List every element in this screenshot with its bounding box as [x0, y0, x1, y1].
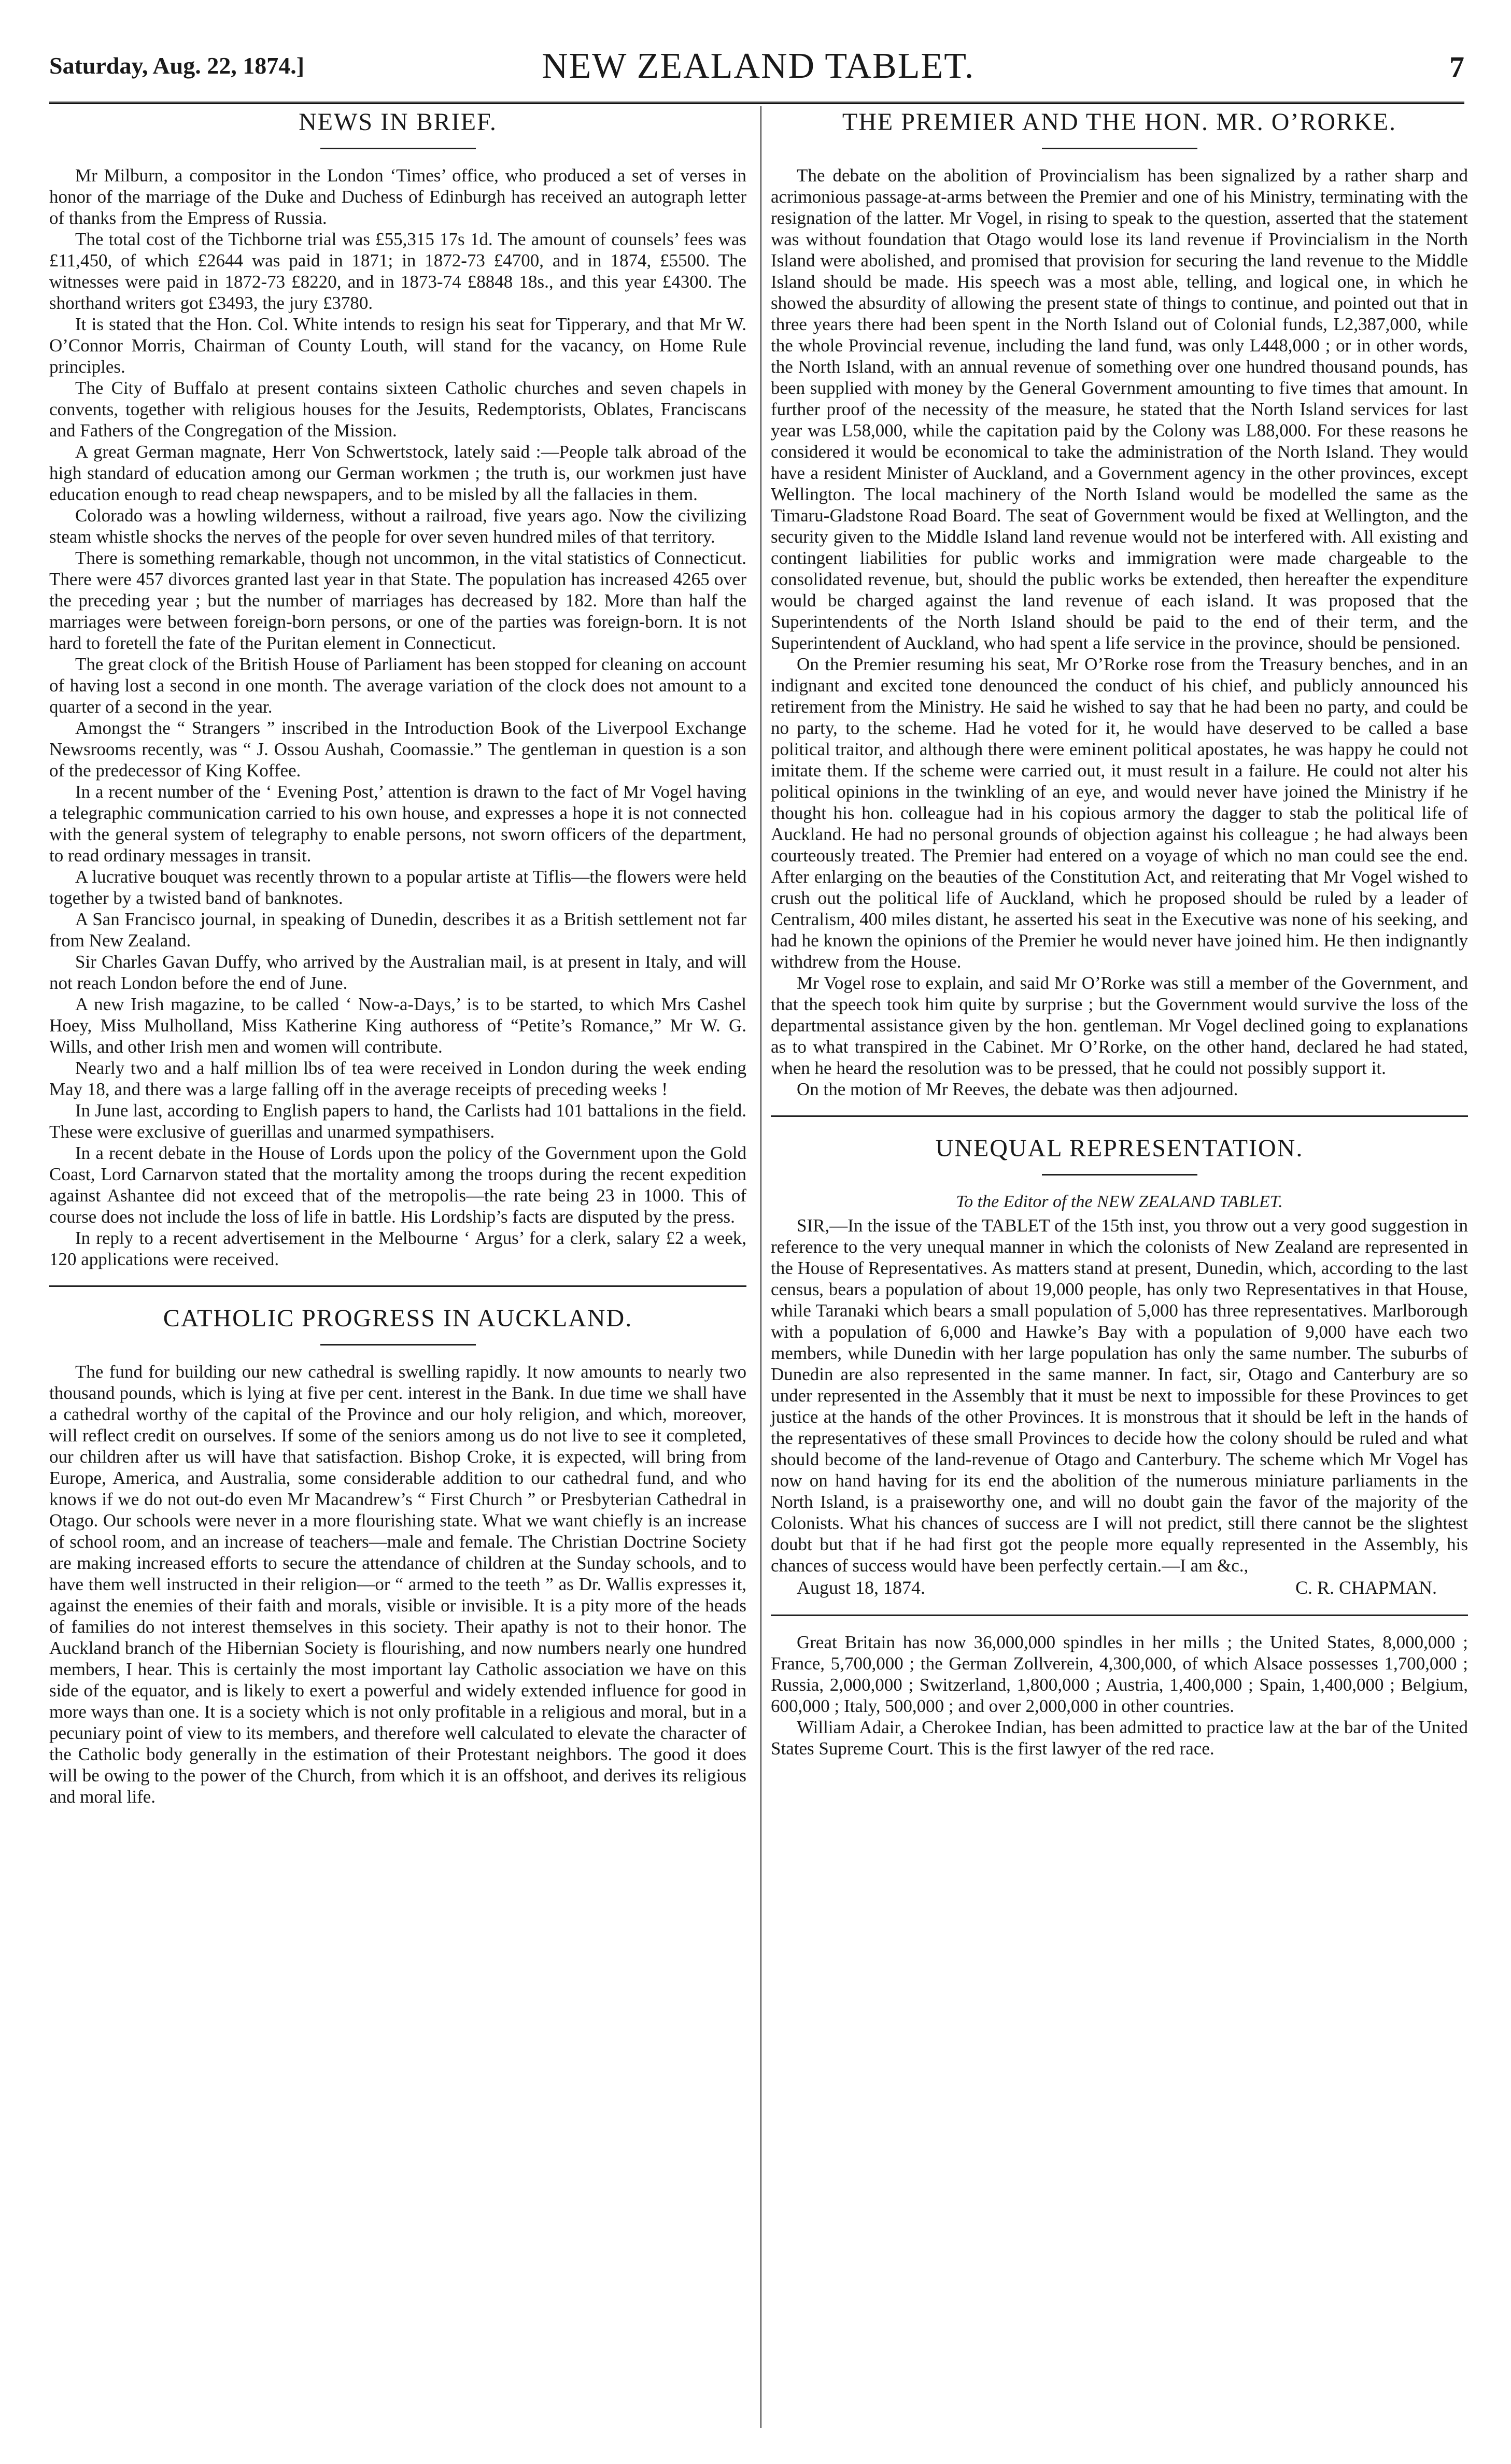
section-title: UNEQUAL REPRESENTATION. [935, 1135, 1304, 1162]
news-paragraph: The great clock of the British House of Parliament has been stopped for cleaning on account of having lost a second in one month. The average variation of the clock does not amount to a quarter of a second in the year. [49, 654, 746, 717]
section-title: THE PREMIER AND THE HON. MR. O’RORKE. [842, 108, 1397, 136]
article-paragraph: The fund for building our new cathedral is swelling rapidly. It now amounts to nearly two thousand pounds, which is lying at five per cent. interest in the Bank. In due time we shall have a cathedral worthy of the capital of the Province and our holy religion, and which, moreover, will reflect credit on ourselves. If some of the seniors among us do not live to see it completed, our children after us will have that satisfaction. Bishop Croke, it is expected, will bring from Europe, America, and Australia, some considerable addition to our cathedral fund, and who knows if we do not out-do even Mr Macandrew’s “ First Church ” or Presbyterian Cathedral in Otago. Our schools were never in a more flourishing state. What we want chiefly is an increase of school room, and an increase of teachers—male and female. The Christian Doctrine Society are making increased efforts to secure the attendance of children at the Sunday schools, and to have them well instructed in their religion—or “ armed to the teeth ” as Dr. Wallis expresses it, against the enemies of their faith and morals, visible or invisible. It is a pity more of the heads of families do not interest themselves in this society. Their apathy is not to their honor. The Auckland branch of the Hibernian Society is flourishing, and now numbers nearly one hundred members, I hear. This is certainly the most important lay Catholic association we have on this side of the equator, and is likely to exert a powerful and widely extended influence for good in more ways than one. It is a society which is not only profitable in a religious and moral, but in a pecuniary point of view to its members, and therefore well calculated to elevate the character of the Catholic body generally in the estimation of their Protestant neighbors. The good it does will be owing to the power of the Church, from which it is an offshoot, and derives its religious and moral life. [49, 1362, 746, 1807]
section-divider [771, 1615, 1468, 1616]
news-paragraph: It is stated that the Hon. Col. White intends to resign his seat for Tipperary, and that Mr W. O’Connor Morris, Chairman of County Louth, will stand for the vacancy, on Home Rule principles. [49, 314, 746, 377]
issue-date: Saturday, Aug. 22, 1874.] [49, 52, 305, 79]
article-paragraph: Mr Vogel rose to explain, and said Mr O’Rorke was still a member of the Government, and that the speech took him quite by surprise ; but the Government would survive the loss of the departmental assistance given by the hon. gentleman. Mr Vogel declined going to explanations as to what transpired in the Cabinet. Mr O’Rorke, on the other hand, declared he had stated, when he heard the resolution was to be pressed, that he could not possibly support it. [771, 973, 1468, 1078]
article-paragraph: On the motion of Mr Reeves, the debate was then adjourned. [797, 1079, 1238, 1099]
news-paragraph: In a recent number of the ‘ Evening Post,’ attention is drawn to the fact of Mr Vogel having a telegraphic communication carried to his own house, and expresses a hope it is not connected with the general system of telegraphy to enable persons, not sworn officers of the department, to read ordinary messages in transit. [49, 782, 746, 866]
title-rule [1042, 148, 1197, 149]
article-paragraph: The debate on the abolition of Provincialism has been signalized by a rather sharp and acrimonious passage-at-arms between the Premier and one of his Ministry, terminating with the resignation of the latter. Mr Vogel, in rising to speak to the question, asserted that the statement was without foundation that Otago would lose its land revenue if Provincialism in the North Island were abolished, and promised that provision for securing the land revenue to the Middle Island should be made. His speech was a most able, telling, and logical one, in which he showed the absurdity of allowing the present state of things to continue, and pointed out that in three years there had been spent in the North Island out of Colonial funds, L2,387,000, while the whole Provincial revenue, including the land fund, was only L448,000 ; or in other words, the North Island, with an annual revenue of something over one hundred thousand pounds, has been supplied with money by the General Government amounting to five times that amount. In further proof of the necessity of the measure, he stated that the North Island services for last year was L58,000, while the capitation paid by the Colony was L88,000. For these reasons he considered it would be economical to take the administration of the North Island. They would have a resident Minister of Auckland, and a Government agency in the other provinces, except Wellington. The local machinery of the North Island would be modelled the same as the Timaru-Gladstone Road Board. The seat of Government would be fixed at Wellington, and the security given to the Middle Island land revenue would not be interfered with. All existing and contingent liabilities for public works and immigration were made chargeable to the consolidated revenue, but, should the public works be extended, then hereafter the expenditure would be charged against the land revenue of each island. It was proposed that the Superintendents of the North Island should be paid to the end of their term, and the Superintendent of Auckland, who had spent a life service in the province, should be pensioned. [771, 165, 1468, 653]
news-paragraph: A San Francisco journal, in speaking of Dunedin, describes it as a British settlement not far from New Zealand. [49, 909, 746, 951]
right-column [771, 106, 1468, 1759]
letter-signoff [771, 1576, 1468, 1599]
column-divider [760, 106, 761, 2428]
page-header [49, 46, 1464, 103]
news-paragraph: William Adair, a Cherokee Indian, has been admitted to practice law at the bar of the United States Supreme Court. This is the first lawyer of the red race. [771, 1717, 1468, 1759]
section-title: CATHOLIC PROGRESS IN AUCKLAND. [163, 1305, 633, 1332]
news-paragraph: The total cost of the Tichborne trial was £55,315 17s 1d. The amount of counsels’ fees was £11,450, of which £2644 was paid in 1871; in 1872-73 £4700, and in 1874, £5500. The witnesses were paid in 1872-73 £8220, and in 1873-74 £8848 18s., and this year £4300. The shorthand writers got £3493, the jury £3780. [49, 229, 746, 313]
section-divider [771, 1115, 1468, 1117]
letter-paragraph: SIR,—In the issue of the TABLET of the 15th inst, you throw out a very good suggestion in reference to the very unequal manner in which the colonists of New Zealand are represented in the House of Representatives. As matters stand at present, Dunedin, which, according to the last census, bears a population of about 19,000 people, has only two Representatives in that House, while Taranaki which bears a small population of 5,000 has three representatives. Marlborough with a population of 6,000 and Hawke’s Bay with a population of 9,000 have each two members, while Dunedin with her large population has only the same number. The suburbs of Dunedin are also represented in the same manner. In fact, sir, Otago and Canterbury are so under represented in the Assembly that it must be next to impossible for these Provinces to get justice at the hands of the other Provinces. It is monstrous that it should be left in the hands of the representatives of these small Provinces to decide how the colony should be ruled and what should become of the land-revenue of Otago and Canterbury. The scheme which Mr Vogel has now on hand having for its end the abolition of the numerous miniature parliaments in the North Island, is a praiseworthy one, and will no doubt gain the favor of the majority of the Colonists. What his chances of success are I will not predict, still there cannot be the slightest doubt but that if he had first got the people more equally represented in the Assembly, his chances of success would have been perfectly certain.—I am &c., [771, 1215, 1468, 1576]
title-rule [320, 1344, 476, 1346]
news-paragraph: A lucrative bouquet was recently thrown to a popular artiste at Tiflis—the flowers were held together by a twisted band of banknotes. [49, 867, 746, 908]
title-rule [320, 148, 476, 149]
catholic-progress-section [49, 1302, 746, 1807]
section-title: NEWS IN BRIEF. [299, 108, 497, 136]
news-paragraph: The City of Buffalo at present contains sixteen Catholic churches and seven chapels in convents, together with religious houses for the Jesuits, Redemptorists, Oblates, Franciscans and Fathers of the Congregation of the Mission. [49, 378, 746, 441]
letter-address: To the Editor of the NEW ZEALAND TABLET. [956, 1192, 1283, 1211]
unequal-representation-section [771, 1132, 1468, 1599]
signoff-date: August 18, 1874. [797, 1577, 926, 1598]
news-paragraph: Mr Milburn, a compositor in the London ‘Times’ office, who produced a set of verses in honor of the marriage of the Duke and Duchess of Edinburgh has received an autograph letter of thanks from the Empress of Russia. [49, 165, 746, 228]
news-in-brief-section [49, 106, 746, 1270]
masthead-title: NEW ZEALAND TABLET. [542, 46, 975, 86]
news-paragraph: Colorado was a howling wilderness, without a railroad, five years ago. Now the civilizing steam whistle shocks the nerves of the people for over seven hundred miles of that territory. [49, 505, 746, 547]
news-paragraph: Amongst the “ Strangers ” inscribed in the Introduction Book of the Liverpool Exchange Newsrooms recently, was “ J. Ossou Aushah, Coomassie.” The gentleman in question is a son of the predecessor of King Koffee. [49, 718, 746, 781]
news-paragraph: In reply to a recent advertisement in the Melbourne ‘ Argus’ for a clerk, salary £2 a week, 120 applications were received. [49, 1228, 746, 1269]
signoff-name: C. R. CHAPMAN. [1295, 1577, 1437, 1598]
news-paragraph: In a recent debate in the House of Lords upon the policy of the Government upon the Gold Coast, Lord Carnarvon stated that the mortality among the troops during the recent expedition against Ashantee did not exceed that of the metropolis—the rate being 23 in 1000. This of course does not include the loss of life in battle. His Lordship’s facts are disputed by the press. [49, 1143, 746, 1227]
news-paragraph: There is something remarkable, though not uncommon, in the vital statistics of Connecticut. There were 457 divorces granted last year in that State. The population has increased 4265 over the preceding year ; but the number of marriages has decreased by 182. More than half the marriages were between foreign-born persons, or one of the parties was foreign-born. It is not hard to foretell the fate of the Puritan element in Connecticut. [49, 548, 746, 653]
page-number: 7 [1449, 50, 1464, 84]
news-paragraph: Sir Charles Gavan Duffy, who arrived by the Australian mail, is at present in Italy, and will not reach London before the end of June. [49, 952, 746, 993]
header-rule [49, 102, 1464, 104]
left-column [49, 106, 746, 1807]
closing-items [771, 1632, 1468, 1759]
news-paragraph: In June last, according to English papers to hand, the Carlists had 101 battalions in the field. These were exclusive of guerillas and unarmed sympathisers. [49, 1100, 746, 1142]
premier-section [771, 106, 1468, 1100]
article-paragraph: On the Premier resuming his seat, Mr O’Rorke rose from the Treasury benches, and in an indignant and excited tone denounced the conduct of his chief, and publicly announced his retirement from the Ministry. He said he wished to say that he had been no party, and could be no party, to the scheme. Had he voted for it, he would have deserved to be called a base political traitor, and although there were eminent political apostates, he was happy he could not imitate them. If the scheme were carried out, it must result in a failure. He could not alter his political opinions in the twinkling of an eye, and would never have joined the Ministry if he thought his hon. colleague had in his copious armory the dagger to stab the political life of Auckland. He had no personal grounds of objection against his colleague ; he had always been courteously treated. The Premier had entered on a voyage of which no man could see the end. After enlarging on the beauties of the Constitution Act, and reiterating that Mr Vogel wished to crush out the political life of Auckland, which he proposed should be ruled by a leader of Centralism, 400 miles distant, he asserted his seat in the Executive was none of his seeking, and had he known the opinions of the Premier he would never have joined him. He then indignantly withdrew from the House. [771, 654, 1468, 972]
news-paragraph: Nearly two and a half million lbs of tea were received in London during the week ending May 18, and there was a large falling off in the average receipts of preceding weeks ! [49, 1058, 746, 1099]
title-rule [1042, 1174, 1197, 1176]
news-paragraph: A great German magnate, Herr Von Schwertstock, lately said :—People talk abroad of the high standard of education among our German workmen ; the truth is, our workmen just have education enough to read cheap newspapers, and to be misled by all the fallacies in them. [49, 442, 746, 504]
news-paragraph: Great Britain has now 36,000,000 spindles in her mills ; the United States, 8,000,000 ; France, 5,700,000 ; the German Zollverein, 4,300,000, of which Alsace possesses 1,700,000 ; Russia, 2,000,000 ; Switzerland, 1,800,000 ; Austria, 1,400,000 ; Spain, 1,400,000 ; Belgium, 600,000 ; Italy, 500,000 ; and over 2,000,000 in other countries. [771, 1632, 1468, 1716]
section-divider [49, 1285, 746, 1287]
news-paragraph: A new Irish magazine, to be called ‘ Now-a-Days,’ is to be started, to which Mrs Cashel Hoey, Miss Mulholland, Miss Katherine King authoress of “Petite’s Romance,” Mr W. G. Wills, and other Irish men and women will contribute. [49, 994, 746, 1057]
